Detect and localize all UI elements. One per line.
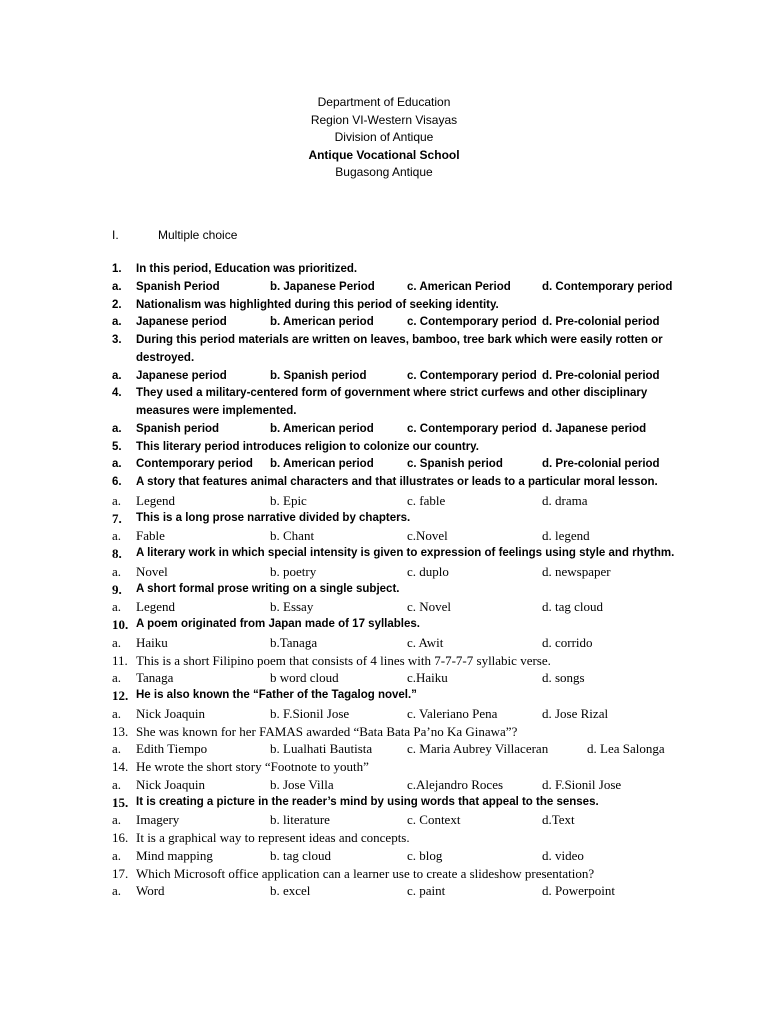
question-text: It is creating a picture in the reader’s mind by using words that appeal to the senses.	[136, 795, 599, 808]
question-text: A short formal prose writing on a single subject.	[136, 582, 400, 595]
option-letter: a.	[112, 422, 122, 435]
options-row	[112, 740, 712, 758]
question-number: 6.	[112, 476, 122, 488]
option-a: Legend	[136, 599, 175, 615]
option-b: b. Japanese Period	[270, 280, 375, 293]
option-d: d.Text	[542, 812, 575, 828]
question-text: In this period, Education was prioritized.	[136, 263, 358, 275]
question-number: 10.	[112, 617, 129, 632]
question-text: Which Microsoft office application can a learner use to create a slideshow presentation?	[136, 865, 595, 881]
option-c: c. Valeriano Pena	[407, 705, 498, 721]
option-letter: a.	[112, 705, 122, 721]
option-letter: a.	[112, 528, 122, 544]
question-number: 15.	[112, 794, 129, 810]
option-letter: a.	[112, 741, 122, 757]
option-b: b. F.Sionil Jose	[270, 705, 350, 721]
option-c: c. Contemporary period	[407, 369, 537, 382]
question-list	[112, 261, 712, 900]
option-d: d. newspaper	[542, 563, 611, 579]
header-school: Antique Vocational School	[308, 147, 460, 162]
section-number: I.	[112, 228, 119, 242]
header-region: Region VI-Western Visayas	[310, 112, 458, 127]
options-row	[112, 492, 712, 510]
question-text: A literary work in which special intensity is given to expression of feelings using style and rhythm.	[136, 547, 675, 559]
option-a: Novel	[136, 563, 168, 579]
option-a: Tanaga	[136, 670, 174, 686]
option-d: d. Contemporary period	[542, 280, 673, 293]
question-row	[112, 474, 712, 492]
question-text: This literary period introduces religion to colonize our country.	[136, 440, 479, 453]
option-c: c. American Period	[407, 280, 511, 293]
option-d: d. Jose Rizal	[542, 705, 609, 721]
question-row	[112, 758, 712, 776]
question-row	[112, 545, 712, 563]
option-letter: a.	[112, 369, 122, 382]
document-header	[0, 94, 768, 182]
option-letter: a.	[112, 316, 122, 329]
option-d: d. video	[542, 847, 584, 863]
question-number: 4.	[112, 387, 122, 400]
option-letter: a.	[112, 670, 122, 686]
option-d: d. tag cloud	[542, 599, 604, 615]
question-row	[112, 723, 712, 741]
question-text: A poem originated from Japan made of 17 syllables.	[136, 618, 420, 630]
option-letter: a.	[112, 563, 122, 579]
header-department: Department of Education	[317, 95, 451, 109]
option-d: d. Pre-colonial period	[542, 369, 660, 382]
option-d: d. Pre-colonial period	[542, 316, 660, 329]
question-number: 16.	[112, 830, 129, 845]
question-number: 1.	[112, 263, 122, 275]
options-row	[112, 811, 712, 829]
question-row	[112, 297, 712, 315]
option-c: c. fable	[407, 492, 446, 508]
question-text: He wrote the short story “Footnote to youth”	[136, 759, 369, 774]
options-row	[112, 527, 712, 545]
option-b: b. poetry	[270, 563, 317, 579]
options-row	[112, 279, 712, 297]
question-row	[112, 794, 712, 812]
header-division: Division of Antique	[334, 130, 434, 144]
question-number: 5.	[112, 440, 122, 453]
question-text: They used a military-centered form of government where strict curfews and other disciplinary measures were implemented.	[136, 387, 648, 417]
options-row	[112, 776, 712, 794]
question-row	[112, 829, 712, 847]
question-text: During this period materials are written on leaves, bamboo, tree bark which were easily rotten or destroyed.	[136, 334, 663, 364]
option-a: Edith Tiempo	[136, 741, 208, 757]
options-row	[112, 705, 712, 723]
option-b: b. excel	[270, 883, 311, 899]
question-number: 2.	[112, 298, 122, 311]
option-c: c. Maria Aubrey Villaceran	[407, 741, 549, 757]
option-c: c.Novel	[407, 528, 448, 544]
question-number: 13.	[112, 723, 129, 739]
option-a: Imagery	[136, 812, 180, 828]
question-row	[112, 332, 712, 368]
option-c: c. Context	[407, 812, 461, 828]
options-row	[112, 368, 712, 386]
option-b: b. literature	[270, 812, 330, 828]
option-b: b word cloud	[270, 670, 339, 686]
option-d: d. songs	[542, 670, 585, 686]
option-c: c. duplo	[407, 563, 449, 579]
option-c: c.Haiku	[407, 670, 448, 686]
options-row	[112, 669, 712, 687]
option-d: d. legend	[542, 528, 590, 544]
question-row	[112, 652, 712, 670]
option-b: b. Spanish period	[270, 369, 367, 382]
question-row	[112, 865, 712, 883]
option-letter: a.	[112, 458, 122, 471]
option-letter: a.	[112, 280, 122, 293]
option-c: c.Alejandro Roces	[407, 776, 504, 792]
option-letter: a.	[112, 492, 122, 508]
option-d: d. Pre-colonial period	[542, 458, 660, 471]
option-b: b. American period	[270, 422, 374, 435]
question-number: 3.	[112, 334, 122, 346]
option-d: d. corrido	[542, 634, 593, 650]
question-row	[112, 261, 712, 279]
question-number: 11.	[112, 652, 128, 668]
option-c: c. Contemporary period	[407, 316, 537, 329]
question-text: She was known for her FAMAS awarded “Bata Bata Pa’no Ka Ginawa”?	[136, 723, 518, 739]
question-text: A story that features animal characters and that illustrates or leads to a particular moral lesson.	[136, 476, 658, 488]
question-text: It is a graphical way to represent ideas and concepts.	[136, 830, 410, 845]
question-row	[112, 616, 712, 634]
option-a: Haiku	[136, 634, 168, 650]
option-letter: a.	[112, 812, 122, 828]
option-b: b. Jose Villa	[270, 776, 334, 792]
option-b: b. Lualhati Bautista	[270, 741, 373, 757]
option-b: b. American period	[270, 458, 374, 471]
option-letter: a.	[112, 883, 122, 899]
options-row	[112, 563, 712, 581]
section-title: Multiple choice	[158, 228, 238, 242]
option-a: Japanese period	[136, 369, 227, 382]
question-number: 17.	[112, 865, 129, 881]
option-d: d. F.Sionil Jose	[542, 776, 622, 792]
option-d: d. Japanese period	[542, 422, 647, 435]
option-c: c. Awit	[407, 634, 444, 650]
option-a: Spanish period	[136, 422, 220, 435]
question-text: This is a short Filipino poem that consists of 4 lines with 7-7-7-7 syllabic verse.	[136, 652, 551, 668]
question-row	[112, 385, 712, 421]
question-number: 14.	[112, 759, 129, 774]
option-a: Fable	[136, 528, 165, 544]
option-a: Nick Joaquin	[136, 776, 205, 792]
question-number: 9.	[112, 581, 122, 597]
question-number: 7.	[112, 510, 122, 526]
options-row	[112, 421, 712, 439]
option-b: b.Tanaga	[270, 634, 318, 650]
option-a: Nick Joaquin	[136, 705, 205, 721]
option-a: Spanish Period	[136, 280, 220, 293]
option-a: Contemporary period	[136, 458, 253, 471]
option-b: b. American period	[270, 316, 374, 329]
question-text: Nationalism was highlighted during this period of seeking identity.	[136, 298, 499, 311]
option-letter: a.	[112, 847, 122, 863]
question-row	[112, 581, 712, 599]
options-row	[112, 847, 712, 865]
option-c: c. Spanish period	[407, 458, 503, 471]
question-number: 8.	[112, 546, 122, 561]
option-c: c. paint	[407, 883, 446, 899]
option-b: b. tag cloud	[270, 847, 332, 863]
question-text: This is a long prose narrative divided by chapters.	[136, 511, 411, 524]
option-d: d. drama	[542, 492, 588, 508]
option-a: Word	[136, 883, 165, 899]
option-c: c. Novel	[407, 599, 452, 615]
option-b: b. Essay	[270, 599, 314, 615]
option-letter: a.	[112, 599, 122, 615]
question-text: He is also known the “Father of the Tagalog novel.”	[136, 689, 417, 701]
option-letter: a.	[112, 776, 122, 792]
option-d: d. Powerpoint	[542, 883, 615, 899]
options-row	[112, 634, 712, 652]
header-location: Bugasong Antique	[335, 165, 433, 179]
option-a: Legend	[136, 492, 175, 508]
question-row	[112, 687, 712, 705]
options-row	[112, 314, 712, 332]
question-row	[112, 439, 712, 457]
option-letter: a.	[112, 634, 122, 650]
option-c: c. Contemporary period	[407, 422, 537, 435]
option-d: d. Lea Salonga	[587, 741, 665, 757]
option-b: b. Epic	[270, 492, 307, 508]
options-row	[112, 882, 712, 900]
options-row	[112, 598, 712, 616]
question-number: 12.	[112, 688, 129, 703]
option-a: Japanese period	[136, 316, 227, 329]
question-row	[112, 510, 712, 528]
options-row	[112, 456, 712, 474]
option-b: b. Chant	[270, 528, 315, 544]
option-a: Mind mapping	[136, 847, 213, 863]
option-c: c. blog	[407, 847, 443, 863]
